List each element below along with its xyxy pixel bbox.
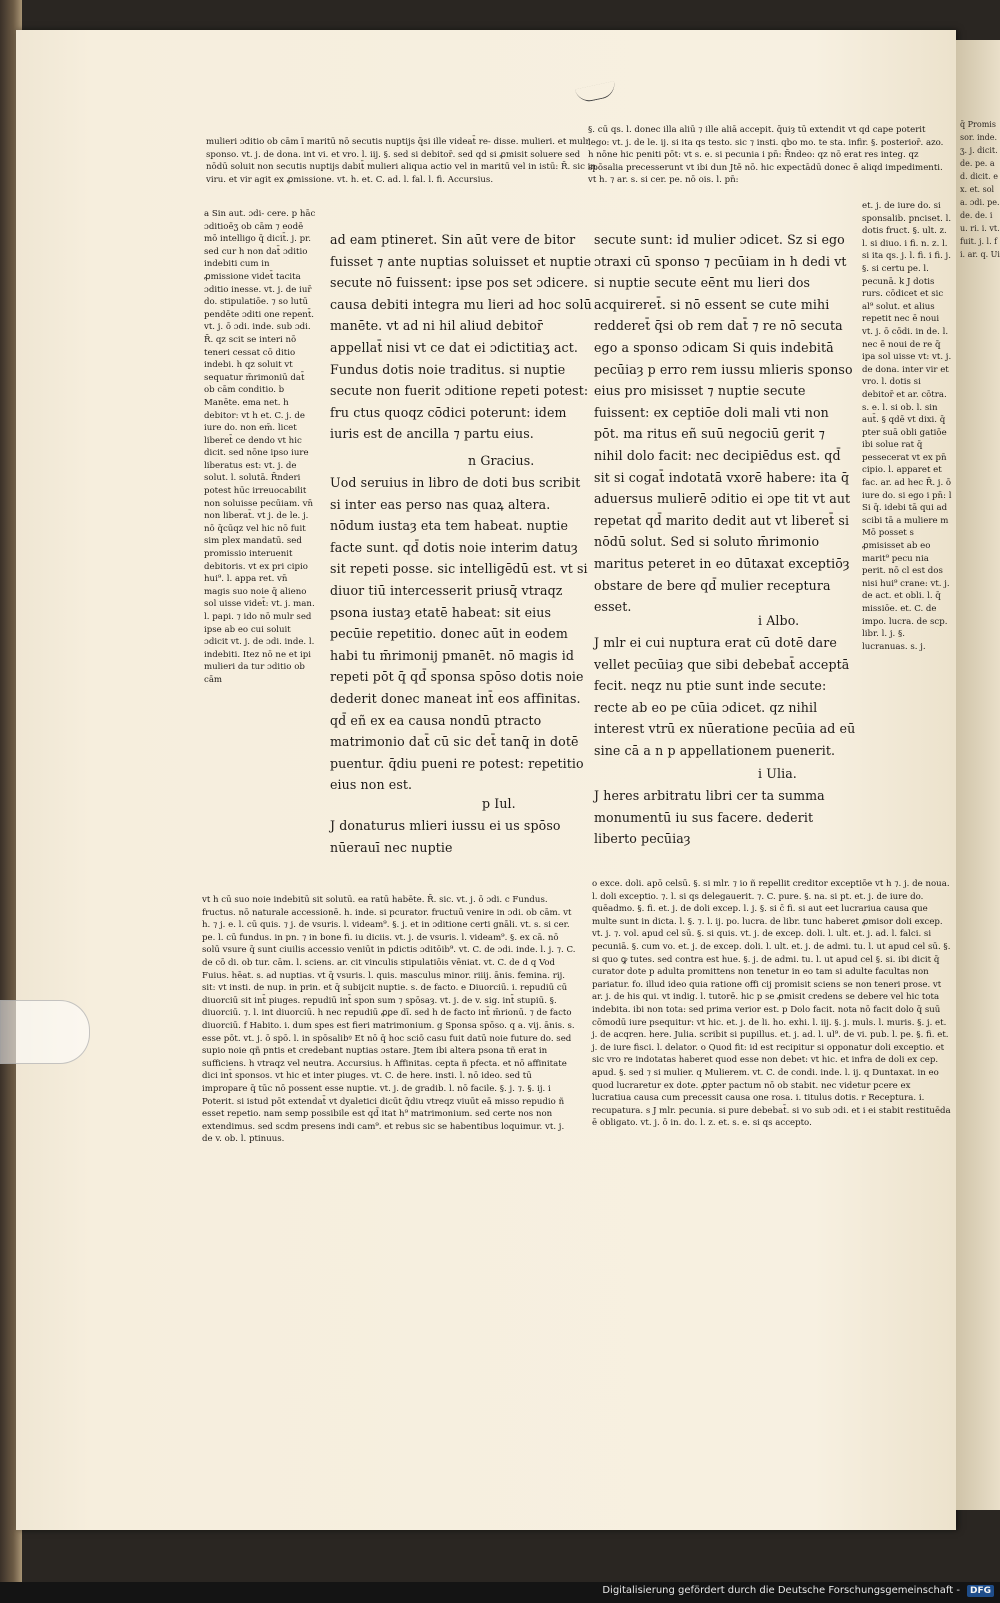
gloss-right-margin: et. j. de iure do. si sponsalib. pnciset. l. dotis fruct. §. ult. z. l. si diuo. i fi. n. z. l. si ita qs. j. l. fi. i fi. j. §. si certu pe. l. pecunā. k J dotis rurs. cōdicet et sic al⁹ solut. et alius repetit nec ē noui vt. j. ō cōdi. in de. l. nec ē noui de re q̄ ipa sol uisse vt: vt. j. de dona. inter vir et vro. l. dotis si debitor̄ et ar. cōtra. s. e. l. si ob. l. sin aut̄. § qdē vt dixi. q̄ pter suā obli gatiōe ibi solue rat q̄ pessecerat vt ex pn̄ cipio. l. apparet et fac. ar. ad hec R̄. j. ō iure do. si ego i pn̄: l Si q̄. idebi tā qui ad scibi tā a muliere m Mō posset s ꝓmisisset ab eo marit⁹ pecu nia perit. nō cl est dos nisi hui⁹ crane: vt. j. de act. et obli. l. q̄ missiōe. et. C. de impo. lucra. de scp. libr. l. j. §. lucranuas. s. j. [862,201,952,652]
page-tab-marker [0,1000,90,1064]
section-marker-n: n Gracius. [468,453,535,468]
facing-page-text: q̄ Promissor. inde. ʒ. j. dicit. de. pe. ad. dicit. ex. et. sola. ɔdi. pe. de. de. iu. ri. i. vt. fuit. j. l. fi. ar. q. Ui [960,120,1000,259]
gloss-bottom-right: o exce. doli. apō celsū. §. si mlr. ⁊ io ñ repellit creditor exceptiōe vt h ⁊. j. de noua. l. doli exceptio. ⁊. l. si qs delegauerit. ⁊. C. pure. §. na. si pt. et. j. de iure do. quēadmo. §. fi. et. j. de doli excep. l. j. §. si c̄ fi. si aut eet lucrariua causa que multe sunt in dicta. l. §. ⁊. l. ij. po. lucra. de libr. tunc haberet ꝓmisor doli excep. vt. j. ⁊. vol. apud cel sū. §. si quis. vt. j. de excep. doli. l. ult. et. j. ad. l. falci. si pecuniā. §. cum vo. et. j. de excep. doli. l. ult. et. j. de admi. tu. l. ut apud cel sū. §. si quo ꝙ tutes. sed contra est hue. §. j. de admi. tu. l. ut apud cel §. si. ibi dicit q̄ curator dote p adulta promittens non tenetur in eo tam si adulte facultas non pariatur. fo. illud ideo quia ratione offi cij promisit sciens se non teneri prose. vt ar. j. de his qui. vt indig. l. tutorē. hic p se ꝓmisit credens se debere vel hic tota indebita. ibi non tota: sed prima verior est. p Dolo facit. nota nō facit dolo q̄ suū cōmodū iure psequitur: vt hic. et. j. de li. ho. exhi. l. iij. §. j. muls. l. muris. §. j. et. j. de acqren. here. Julia. scribit si pupillus. et. j. ad. l. ul⁹. de vi. pub. l. pe. §. fi. et. j. de iure fisci. l. delator. o Quod fit: id est recipitur si opponatur doli exceptio. et sic vro re indotatas haberet quod esse non debet: vt hic. et infra de doli ex cep. apud. §. sed ⁊ si mulier. q Mulierem. vt. C. de condi. inde. l. ij. q Duntaxat. in eo quod lucraretur ex dote. ꝓpter pactum nō ob stabit. nec videtur pcere ex lucratiua causa cum precessit causa one rosa. i. titulus dotis. r Receptura. i. recupatura. s J mlr. pecunia. si pure debebat̄. si vo sub ɔdi. et i ei stabit restituēda ē obligato. vt. j. ō in. do. l. z. et. s. e. si qs accepto. [592,879,951,1129]
facing-page-edge [956,40,1000,1510]
gloss-left-column: a Sin aut. ɔdi- cere. p hāc ɔditioēʒ ob cām ⁊ eodē mō intelligo q̄ dicit̄. j. pr. sed cur h non dat̄ ɔditio indebiti cum in ꝓmissione videt̄ tacita ɔditio inesse. vt. j. de iur̄ do. stipulatiōe. ⁊ so lutū pendēte ɔditi one repent̄. vt. j. ō ɔdi. inde. sub ɔdi. R̄. qz scit se interi nō teneri cessat cō ditio indebi. h qz soluit vt sequatur m̄rimoniū dat̄ ob cām conditio. b Manēte. ema net. h debitor: vt h et. C. j. de iure do. non em̄. licet liberet̄ ce dendo vt hic dicit. sed nōne ipso iure liberatus est: vt. j. de solut. l. solutā. R̄nderi potest hūc irreuocabilit non soluisse pecūiam. vn̄ non liberat̄. vt j. de le. j. nō q̄cūqz vel hic nō fuit sim plex mandatū. sed promissio interuenit debitoris. vt ex pri cipio hui⁹. l. appa ret. vn̄ magis suo noie q̄ alieno sol uisse videt̄: vt. j. man. l. papi. ⁊ ido nō mulr sed ipse ab eo cui soluit ɔdicit vt. j. de ɔdi. inde. l. indebiti. Itez nō ne et ipi mulieri da tur ɔditio ob cām [204,209,316,685]
main-text-column-2: secute sunt: id mulier ɔdicet. Sz si ego ɔtraxi cū sponso ⁊ pecūiam in h dedi vt si nuptie secute eēnt mu lieri dos acquireret̄. si nō essent se cute mihi redderet̄ q̄si ob rem dat̄ ⁊ re nō secuta ego a sponso ɔdicam Si quis indebitā pecūiaȝ p erro rem iussu mlieris sponso eius pro misisset ⁊ nuptie secute fuissent: ex ceptiōe doli mali vti non pōt. ma ritus eñ suū negociū gerit ⁊ nihil dolo facit: nec decipiēdus est. qd̄ sit si cogat̄ indotatā vxorē habere: ita q̄ aduersus mulierē ɔditio ei ɔpe tit vt aut repetat qd̄ marito dedit aut vt liberet̄ si nōdū solut. Sed si soluto m̄rimonio maritus peteret in eo dūtaxat exceptiōȝ obstare de bere qd̄ mulier receptura esset. [594,232,853,615]
section-marker-i1: i Albo. [758,613,800,628]
gloss-top-left: mulieri ɔditio ob cām ī maritū nō secutis nuptijs q̄si ille videat̄ re- disse. mulieri. et mulr sponso. vt. j. de dona. int vi. et vro. l. iij. §. sed si debitor̄. sed qd si ꝓmisit soluere sed nōdū soluit non secutis nuptijs dabit̄ mulieri aliqua actio vel in maritū vel in istū: R̄. sic in viru. et vir agit ex ꝓmissione. vt. h. et. C. ad. l. fal. l. fi. Accursius. [206,137,596,185]
gloss-bottom-left: vt h cū suo noie indebitū sit solutū. ea ratū habēte. R̄. sic. vt. j. ō ɔdi. c Fundus. fructus. nō naturale accessionē. h. inde. si pcurator. fructuū venire in ɔdi. ob cām. vt h. ⁊ j. e. l. cū quis. ⁊ j. de vsuris. l. videam⁹. §. j. et in ɔditione certi gnāli. vt. s. si cer. pe. l. cū fundus. in pn. ⁊ in bone fi. iu diciis. vt. j. de vsuris. l. videam⁹. §. ex cā. nō solū vsure q̄ sunt ciuilis accessio veniūt in pdictis ɔditōib⁹. vt. C. de ɔdi. inde. l. j. ⁊. C. de cō di. ob tur. cām. l. sciens. ar. cit vinculis stipulatiōis vēniat. vt. C. de d q Vod Fuius. hēat. s. ad nuptias. vt q̄ vsuris. l. quis. masculus minor. riiij. ānis. femina. rij. sit: vt insti. de nup. in prin. et q̄ subijcit nuptie. s. de facto. e Diuorciū. i. repudiū cū diuorciū sit int̄ piuges. repudiū int̄ spon sum ⁊ spōsaȝ. vt. j. de v. sig. int̄ stupiū. §. diuorciū. ⁊. l. int diuorciū. h nec repudiū ꝓꝑe dī. sed h de facto int̄ m̄rionū. ⁊ de facto diuorciū. f Habito. i. dum spes est fieri matrimonium. g Sponsa spōso. q a. vij. ānis. s. esse pōt. vt. j. ō spō. l. in spōsalibꝰ Et nō q̄ hoc sciō casu fuit datū noie future do. sed supio noie qñ pntis et credebant nuptias ɔstare. Jtem ibi altera psona tñ erat in sufficiens. h vtraqz vel neutra. Accursius. h Affinitas. cepta ñ pfecta. et nō affinitate dici int̄ sponsos. vt hic et inter piuges. vt. C. de here. insti. l. nō ideo. sed tū impropare q̄ tūc nō possent esse nuptie. vt. j. de gradib. l. nō facile. §. j. ⁊. §. ij. i Poterit. si istud pōt extendat̄ vt dyaletici dicūt q̄diu vtreqz viuūt eā misso repudio ñ esset repetio. nam semp possibile est qd̄ itat h⁹ matrimonium. sed certe nos non extendimus. sed scdm presens indi cam⁹. et rebus sic se habentibus loquimur. vt. j. de v. ob. l. ptinuus. [202,895,576,1145]
section-marker-p: p Iul. [482,796,516,811]
funding-credit: Digitalisierung gefördert durch die Deutsche Forschungsgemeinschaft - [602,1585,960,1596]
pen-mark [575,81,617,104]
section-marker-i2: i Ulia. [758,766,797,781]
footer-bar [0,1582,1000,1603]
book-page [16,30,956,1530]
dfg-logo: DFG [967,1585,994,1597]
gloss-top-right: §. cū qs. l. donec illa aliū ⁊ ille aliā accepit. q̄uiȝ tū extendit vt qd cape poterit lego: vt. j. de le. ij. si ita qs testo. sic ⁊ insti. qbo mo. te sta. infir. §. posterior̄. azo. h nōne hic peniti pōt: vt s. e. si pecunia i pn̄: R̄ndeo: qz nō erat res integ. qz spōsalia precesserunt vt ibi dun Jtē nō. hic expectādū donec ē aliqd impedimenti. vt h. ⁊ ar. s. si cer. pe. nō ois. l. pn̄: [588,125,944,186]
main-text-column-1: ad eam ptineret. Sin aūt vere de bitor fuisset ⁊ ante nuptias soluisset et nuptie secute nō fuissent: ipse pos set ɔdicere. causa debiti integra mu lieri ad hoc solū manēte. vt ad ni hil aliud debitor̄ appellat̄ nisi vt ce dat ei ɔdictitiaʒ act. Fundus dotis noie traditus. si nuptie secute non fuerit ɔditione repeti potest: fru ctus quoqz cōdici poterunt: idem iuris est de ancilla ⁊ partu eius. [330,232,592,442]
main-text-column-2c: J heres arbitratu libri cer ta summa monumentū iu sus facere. dederit liberto pecūiaȝ [594,788,825,847]
main-text-column-2b: J mlr ei cui nuptura erat cū dotē dare vellet pecūiaȝ que sibi debebat̄ acceptā fecit. neqz nu ptie sunt inde secute: recte ab eo pe cūia ɔdicet. qz nihil interest vtrū ex nūeratione pecūia ad eū sine cā a n p appellationem puenerit. [594,635,856,758]
main-text-column-1c: J donaturus mlieri iussu ei us spōso nūerauī nec nuptie [330,818,561,855]
main-text-column-1b: Uod seruius in libro de doti bus scribit si inter eas perso nas quaꝝ altera. nōdum iustaȝ eta tem habeat. nuptie facte sunt. qd̄ dotis noie interim datuȝ sit repeti posse. sic intelligēdū est. vt si diuor tiū intercesserit priusq̄ vtraqz psona iustaȝ etatē habeat: sit eius pecūie repetitio. donec aūt in eodem habi tu m̄rimonij pmanēt. nō magis id repeti pōt q̄ qd̄ sponsa spōso dotis noie dederit donec maneat int̄ eos affinitas. qd̄ eñ ex ea causa nondū ptracto matrimonio dat̄ cū sic det̄ tanq̄ in dotē puentur. q̄diu pueni re potest: repetitio eius non est. [330,475,588,793]
